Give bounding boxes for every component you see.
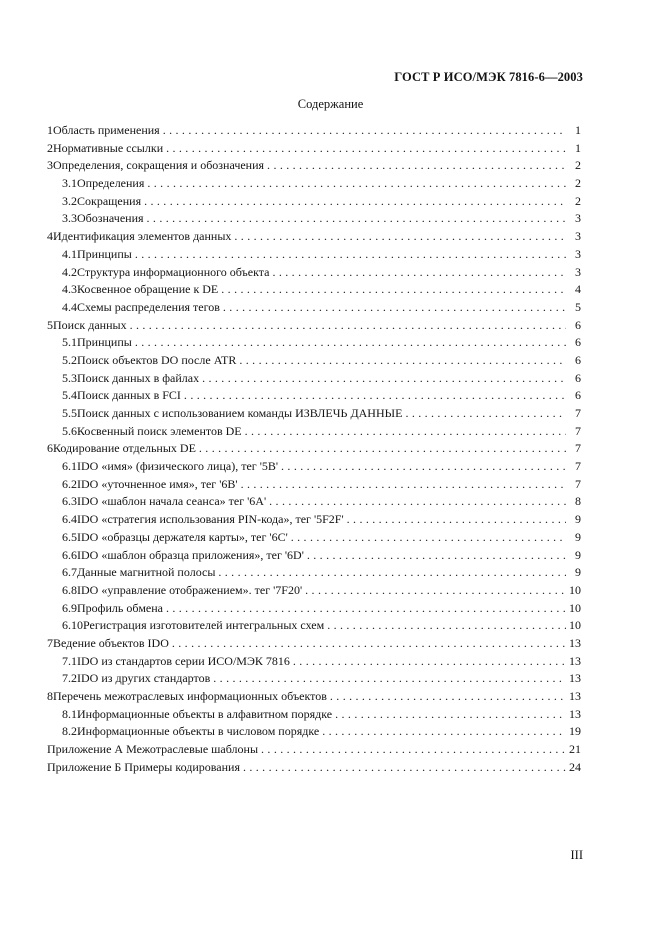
toc-entry-page: 7	[575, 406, 581, 420]
toc-entry-label: Определения, сокращения и обозначения	[53, 158, 265, 173]
toc-entry	[47, 405, 581, 423]
toc-entry	[47, 564, 581, 582]
toc-leader-dots	[213, 670, 566, 688]
toc-entry-page: 6	[575, 352, 581, 367]
toc-entry	[47, 193, 581, 211]
toc-entry	[47, 387, 581, 405]
toc-entry-page: 1	[575, 123, 581, 137]
toc-leader-dots	[327, 617, 566, 635]
toc-leader-dots	[322, 723, 566, 741]
toc-leader-dots	[267, 157, 566, 175]
toc-entry-label: Принципы	[77, 246, 132, 261]
toc-entry-number: 6.8	[62, 582, 77, 597]
toc-entry	[47, 458, 581, 476]
toc-entry-label: Область применения	[53, 123, 160, 137]
toc-entry-number: 4	[47, 229, 53, 244]
toc-entry-page: 19	[569, 724, 581, 739]
toc-entry-page: 3	[575, 229, 581, 244]
toc-entry-label: IDO «имя» (физического лица), тег '5B'	[77, 459, 279, 474]
toc-entry-label: Информационные объекты в алфавитном порядке	[77, 706, 333, 721]
toc-entry-page: 3	[575, 246, 581, 261]
toc-entry-page: 24	[569, 759, 581, 774]
toc-entry	[47, 706, 581, 724]
toc-entry	[47, 529, 581, 547]
toc-leader-dots	[223, 299, 566, 317]
toc-leader-dots	[218, 564, 566, 582]
toc-entry-page: 7	[575, 423, 581, 438]
toc-entry-page: 13	[569, 653, 581, 668]
toc-entry-label: IDO из других стандартов	[77, 671, 211, 686]
toc-entry-label: Перечень межотраслевых информационных объектов	[53, 689, 327, 703]
toc-leader-dots	[135, 246, 566, 264]
page-number: III	[570, 848, 583, 862]
toc-leader-dots	[405, 405, 566, 423]
toc-entry-label: Профиль обмена	[77, 600, 163, 615]
toc-leader-dots	[269, 493, 566, 511]
toc-entry-page: 10	[569, 582, 581, 597]
toc-entry	[47, 352, 581, 370]
toc-entry	[47, 511, 581, 529]
toc-entry	[47, 688, 581, 706]
toc-entry-number: 5.3	[62, 370, 77, 385]
toc-entry	[47, 476, 581, 494]
toc-entry-label: Схемы распределения тегов	[77, 299, 220, 314]
toc-entry-number: 7.1	[62, 653, 77, 668]
toc-entry-page: 6	[575, 370, 581, 385]
toc-entry-number: 4.4	[62, 299, 77, 314]
table-of-contents	[47, 122, 581, 776]
toc-entry-number: 5.2	[62, 352, 77, 367]
toc-entry-page: 10	[569, 618, 581, 633]
toc-entry	[47, 281, 581, 299]
toc-entry-number: 8.2	[62, 724, 77, 739]
toc-leader-dots	[305, 582, 566, 600]
toc-leader-dots	[221, 281, 566, 299]
toc-entry-label: Обозначения	[77, 211, 144, 226]
toc-entry	[47, 317, 581, 335]
toc-entry-label: Структура информационного объекта	[77, 264, 270, 279]
toc-entry-label: Поиск данных в файлах	[77, 370, 200, 385]
toc-entry-label: Косвенный поиск элементов DE	[77, 423, 242, 438]
toc-entry-number: 6.7	[62, 565, 77, 580]
toc-entry	[47, 122, 581, 140]
toc-leader-dots	[239, 352, 566, 370]
toc-entry-page: 2	[575, 193, 581, 208]
toc-entry	[47, 617, 581, 635]
toc-entry	[47, 723, 581, 741]
toc-entry-label: IDO «уточненное имя», тег '6B'	[77, 476, 238, 491]
toc-entry-label: Поиск данных в FCI	[77, 388, 181, 403]
toc-entry-page: 7	[575, 459, 581, 474]
toc-entry-label: IDO «образцы держателя карты», тег '6C'	[77, 529, 288, 544]
toc-entry-page: 13	[569, 689, 581, 703]
toc-entry	[47, 547, 581, 565]
toc-entry	[47, 741, 581, 759]
toc-entry-page: 2	[575, 158, 581, 173]
toc-entry-number: 5.5	[62, 406, 77, 420]
toc-entry-label: Регистрация изготовителей интегральных схем	[83, 618, 325, 633]
toc-leader-dots	[234, 228, 566, 246]
toc-entry	[47, 157, 581, 175]
toc-entry	[47, 493, 581, 511]
toc-entry-number: 6.9	[62, 600, 77, 615]
toc-entry	[47, 759, 581, 777]
toc-entry	[47, 670, 581, 688]
toc-entry	[47, 635, 581, 653]
toc-entry	[47, 440, 581, 458]
toc-leader-dots	[166, 600, 566, 618]
toc-leader-dots	[199, 440, 566, 458]
toc-entry	[47, 299, 581, 317]
toc-entry-page: 3	[575, 211, 581, 226]
toc-entry-number: 6.5	[62, 529, 77, 544]
toc-entry-label: Идентификация элементов данных	[53, 229, 232, 244]
toc-entry-label: Поиск данных с использованием команды ИЗВЛЕЧЬ ДАННЫЕ	[77, 406, 403, 420]
toc-entry	[47, 582, 581, 600]
toc-entry-number: 4.1	[62, 246, 77, 261]
toc-leader-dots	[291, 529, 566, 547]
toc-leader-dots	[147, 175, 566, 193]
toc-entry-page: 2	[575, 176, 581, 191]
toc-leader-dots	[261, 741, 566, 759]
toc-entry	[47, 228, 581, 246]
contents-title: Содержание	[297, 97, 364, 111]
toc-entry-label: Данные магнитной полосы	[77, 565, 216, 580]
toc-entry-page: 10	[569, 600, 581, 615]
toc-entry-label: IDO из стандартов серии ИСО/МЭК 7816	[77, 653, 290, 668]
toc-leader-dots	[272, 264, 566, 282]
toc-entry-page: 9	[575, 512, 581, 527]
toc-leader-dots	[147, 210, 566, 228]
toc-entry-page: 13	[569, 671, 581, 686]
toc-entry-number: 6.6	[62, 547, 77, 562]
toc-leader-dots	[243, 759, 566, 777]
toc-entry	[47, 140, 581, 158]
toc-entry-number: 6.1	[62, 459, 77, 474]
toc-entry	[47, 423, 581, 441]
toc-entry-number: 6.10	[62, 618, 83, 633]
toc-entry-label: Поиск объектов DO после ATR	[77, 352, 237, 367]
toc-leader-dots	[347, 511, 566, 529]
toc-leader-dots	[144, 193, 566, 211]
toc-entry-label: Определения	[77, 176, 145, 191]
toc-entry-page: 9	[575, 529, 581, 544]
toc-entry-label: Сокращения	[77, 193, 142, 208]
toc-entry-label: Кодирование отдельных DE	[53, 441, 196, 456]
toc-entry	[47, 370, 581, 388]
toc-leader-dots	[293, 653, 566, 671]
toc-entry-number: 2	[47, 140, 53, 155]
toc-entry-page: 1	[575, 140, 581, 155]
toc-entry-page: 7	[575, 441, 581, 456]
toc-entry-page: 7	[575, 476, 581, 491]
toc-entry-number: 7.2	[62, 671, 77, 686]
toc-leader-dots	[163, 122, 566, 140]
toc-entry-page: 13	[569, 706, 581, 721]
toc-leader-dots	[245, 423, 566, 441]
toc-entry	[47, 334, 581, 352]
toc-leader-dots	[135, 334, 566, 352]
toc-entry-number: 6.3	[62, 494, 77, 509]
toc-leader-dots	[172, 635, 566, 653]
toc-entry	[47, 246, 581, 264]
toc-entry	[47, 175, 581, 193]
toc-entry-page: 3	[575, 264, 581, 279]
toc-leader-dots	[130, 317, 566, 335]
toc-entry-label: IDO «стратегия использования PIN-кода», тег '5F2F'	[77, 512, 344, 527]
toc-entry-number: 3.1	[62, 176, 77, 191]
toc-entry-number: 4.3	[62, 282, 77, 297]
toc-entry-page: 6	[575, 317, 581, 332]
toc-entry-page: 21	[569, 742, 581, 757]
toc-entry-page: 13	[569, 635, 581, 650]
toc-entry-number: 4.2	[62, 264, 77, 279]
toc-leader-dots	[241, 476, 566, 494]
toc-entry-number: 7	[47, 635, 53, 650]
toc-entry	[47, 653, 581, 671]
toc-entry-label: IDO «шаблон начала сеанса» тег '6A'	[77, 494, 267, 509]
toc-leader-dots	[281, 458, 566, 476]
toc-entry-number: 5	[47, 317, 53, 332]
toc-entry-page: 5	[575, 299, 581, 314]
toc-entry-number: 6.2	[62, 476, 77, 491]
toc-entry-label: Нормативные ссылки	[53, 140, 164, 155]
toc-entry-number: 3.2	[62, 193, 77, 208]
toc-entry-page: 6	[575, 335, 581, 350]
toc-entry-page: 8	[575, 494, 581, 509]
toc-entry-page: 6	[575, 388, 581, 403]
toc-leader-dots	[307, 547, 566, 565]
toc-entry-label: Косвенное обращение к DE	[77, 282, 219, 297]
toc-entry-label: Приложение Б Примеры кодирования	[47, 759, 240, 774]
toc-entry-number: 8.1	[62, 706, 77, 721]
toc-leader-dots	[184, 387, 566, 405]
toc-entry-label: IDO «шаблон образца приложения», тег '6D'	[77, 547, 304, 562]
toc-entry-label: Информационные объекты в числовом порядке	[77, 724, 320, 739]
toc-entry-label: Приложение А Межотраслевые шаблоны	[47, 742, 259, 757]
toc-entry-number: 3	[47, 158, 53, 173]
toc-entry-number: 5.4	[62, 388, 77, 403]
toc-entry-label: Ведение объектов IDO	[53, 635, 169, 650]
toc-entry-label: Принципы	[77, 335, 132, 350]
toc-entry-number: 8	[47, 689, 53, 703]
toc-entry-number: 3.3	[62, 211, 77, 226]
toc-entry-number: 1	[47, 123, 53, 137]
toc-entry-number: 5.6	[62, 423, 77, 438]
toc-entry-number: 6	[47, 441, 53, 456]
toc-entry-label: IDO «управление отображением». тег '7F20'	[77, 582, 303, 597]
toc-entry	[47, 210, 581, 228]
toc-leader-dots	[335, 706, 566, 724]
toc-leader-dots	[166, 140, 566, 158]
toc-entry	[47, 264, 581, 282]
document-code-header: ГОСТ Р ИСО/МЭК 7816-6—2003	[394, 70, 583, 84]
toc-entry-number: 5.1	[62, 335, 77, 350]
toc-entry	[47, 600, 581, 618]
toc-leader-dots	[330, 688, 566, 706]
toc-entry-page: 4	[575, 282, 581, 297]
toc-leader-dots	[202, 370, 566, 388]
toc-entry-page: 9	[575, 547, 581, 562]
toc-entry-page: 9	[575, 565, 581, 580]
toc-entry-number: 6.4	[62, 512, 77, 527]
toc-entry-label: Поиск данных	[53, 317, 127, 332]
